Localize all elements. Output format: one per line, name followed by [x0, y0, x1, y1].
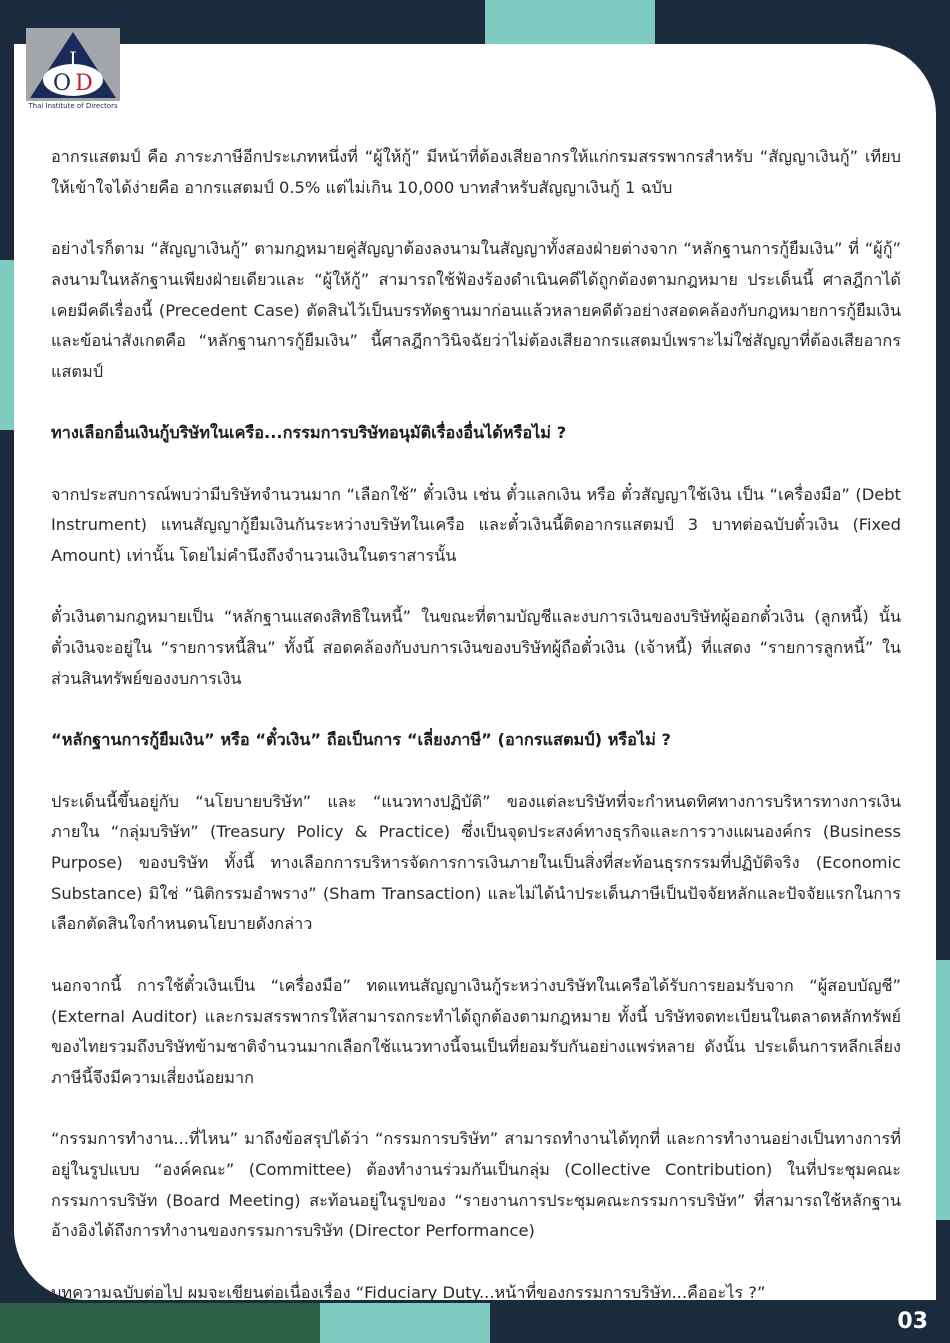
top-band	[0, 0, 950, 44]
paragraph: จากประสบการณ์พบว่ามีบริษัทจำนวนมาก “เลือกใช้” ตั๋วเงิน เช่น ตั๋วแลกเงิน หรือ ตั๋วสัญญาใช้เงิน เป็น “เครื่องมือ” (Debt Instrument) แทนสัญญากู้ยืมเงินกันระหว่างบริษัทในเครือ และตั๋วเงินนี้ติดอากรแสตมป์ 3 บาทต่อฉบับตั๋วเงิน (Fixed Amount) เท่านั้น โดยไม่คำนึงถึงจำนวนเงินในตราสารนั้น	[51, 484, 901, 566]
logo-letter-o: O	[52, 71, 72, 96]
logo-letter-i: I	[69, 47, 77, 71]
paragraph: ตั๋วเงินตามกฎหมายเป็น “หลักฐานแสดงสิทธิในหนี้” ในขณะที่ตามบัญชีและงบการเงินของบริษัทผู้ออกตั๋วเงิน (ลูกหนี้) นั้น ตั๋วเงินจะอยู่ใน “รายการหนี้สิน” ทั้งนี้ สอดคล้องกับงบการเงินของบริษัทผู้ถือตั๋วเงิน (เจ้าหนี้) ที่แสดง “รายการลูกหนี้” ในส่วนสินทรัพย์ของงบการเงิน	[51, 607, 901, 688]
paragraph: อย่างไรก็ตาม “สัญญาเงินกู้” ตามกฎหมายคู่สัญญาต้องลงนามในสัญญาทั้งสองฝ่ายต่างจาก “หลักฐานการกู้ยืมเงิน” ที่ “ผู้กู้” ลงนามในหลักฐานเพียงฝ่ายเดียวและ “ผู้ให้กู้” สามารถใช้ฟ้องร้องดำเนินคดีได้ถูกต้องตามกฎหมาย ประเด็นนี้ ศาลฎีกาได้เคยมีคดีเรื่องนี้ (Precedent Case) ตัดสินไว้เป็นบรรทัดฐานมาก่อนแล้วหลายคดีตัวอย่างสอดคล้องกับกฎหมายการกู้ยืมเงิน และข้อน่าสังเกตคือ “หลักฐานการกู้ยืมเงิน” นี้ศาลฎีกาวินิจฉัยว่าไม่ต้องเสียอากรแสตมป์เพราะไม่ใช่สัญญาที่ต้องเสียอากรแสตมป์	[51, 239, 901, 381]
section-heading: “หลักฐานการกู้ยืมเงิน” หรือ “ตั๋วเงิน” ถือเป็นการ “เลี่ยงภาษี” (อากรแสตมป์) หรือไม่ ?	[51, 730, 671, 750]
iod-logo	[26, 28, 120, 112]
section-heading: ทางเลือกอื่นเงินกู้บริษัทในเครือ...กรรมการบริษัทอนุมัติเรื่องอื่นได้หรือไม่ ?	[51, 423, 567, 443]
logo-caption: Thai Institute of Directors	[26, 101, 120, 112]
top-teal-accent	[485, 0, 655, 44]
page-number: 03	[897, 1309, 928, 1334]
logo-letter-d: D	[75, 71, 93, 96]
iod-logo-graphic	[26, 28, 120, 101]
paragraph: ประเด็นนี้ขึ้นอยู่กับ “นโยบายบริษัท” และ “แนวทางปฏิบัติ” ของแต่ละบริษัทที่จะกำหนดทิศทางการบริหารทางการเงินภายใน “กลุ่มบริษัท” (Treasury Policy & Practice) ซึ่งเป็นจุดประสงค์ทางธุรกิจและการวางแผนองค์กร (Business Purpose) ของบริษัท ทั้งนี้ ทางเลือกการบริหารจัดการการเงินภายในเป็นสิ่งที่สะท้อนธุรกรรมที่ปฏิบัติจริง (Economic Substance) มิใช่ “นิติกรรมอำพราง” (Sham Transaction) และไม่ได้นำประเด็นภาษีเป็นปัจจัยหลักและปัจจัยแรกในการเลือกตัดสินใจกำหนดนโยบายดังกล่าว	[51, 791, 901, 934]
article-body	[51, 142, 901, 1339]
paragraph: บทความฉบับต่อไป ผมจะเขียนต่อเนื่องเรื่อง “Fiduciary Duty...หน้าที่ของกรรมการบริษัท...คืออะไร ?”	[51, 1282, 766, 1302]
paragraph: นอกจากนี้ การใช้ตั๋วเงินเป็น “เครื่องมือ” ทดแทนสัญญาเงินกู้ระหว่างบริษัทในเครือได้รับการยอมรับจาก “ผู้สอบบัญชี” (External Auditor) และกรมสรรพากรให้สามารถกระทำได้ถูกต้องตามกฎหมาย ทั้งนี้ บริษัทจดทะเบียนในตลาดหลักทรัพย์ของไทยรวมถึงบริษัทข้ามชาติจำนวนมากเลือกใช้แนวทางนี้จนเป็นที่ยอมรับกันอย่างแพร่หลาย ดังนั้น ประเด็นการหลีกเลี่ยงภาษีนี้จึงมีความเสี่ยงน้อยมาก	[51, 975, 901, 1087]
paragraph: อากรแสตมป์ คือ ภาระภาษีอีกประเภทหนึ่งที่ “ผู้ให้กู้” มีหน้าที่ต้องเสียอากรให้แก่กรมสรรพากรสำหรับ “สัญญาเงินกู้” เทียบให้เข้าใจได้ง่ายคือ อากรแสตมป์ 0.5% แต่ไม่เกิน 10,000 บาทสำหรับสัญญาเงินกู้ 1 ฉบับ	[51, 147, 901, 197]
paragraph: “กรรมการทำงาน...ที่ไหน” มาถึงข้อสรุปได้ว่า “กรรมการบริษัท” สามารถทำงานได้ทุกที่ และการทำงานอย่างเป็นทางการที่อยู่ในรูปแบบ “องค์คณะ” (Committee) ต้องทำงานร่วมกันเป็นกลุ่ม (Collective Contribution) ในที่ประชุมคณะกรรมการบริษัท (Board Meeting) สะท้อนอยู่ในรูปของ “รายงานการประชุมคณะกรรมการบริษัท” ที่สามารถใช้หลักฐานอ้างอิงได้ถึงการทำงานของกรรมการบริษัท (Director Performance)	[51, 1129, 901, 1241]
